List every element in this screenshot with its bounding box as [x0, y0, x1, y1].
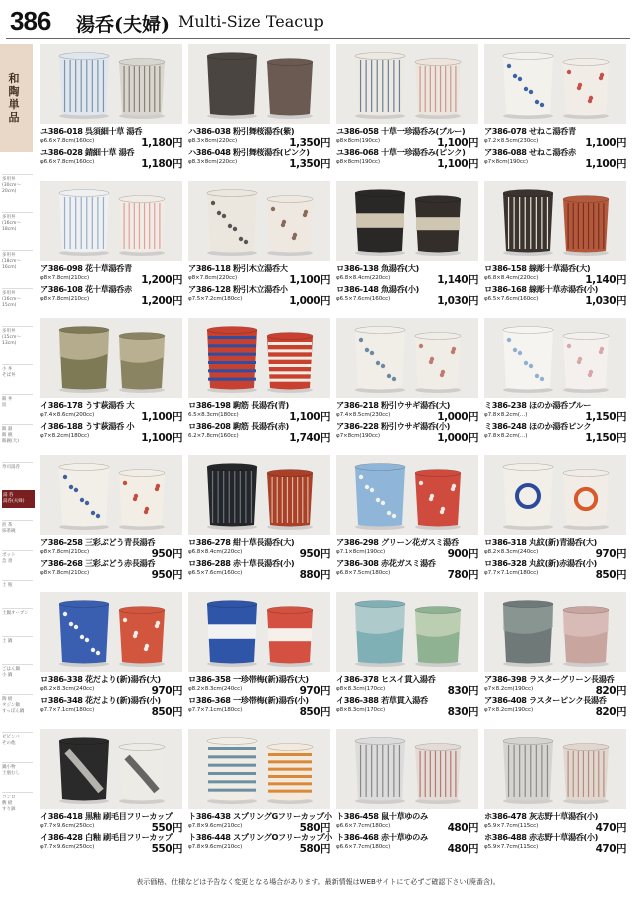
product-cell: [188, 181, 330, 316]
product-spec: φ8×7.8cm(220cc): [188, 275, 238, 281]
product-spec: φ8×7.8cm(210cc): [40, 549, 90, 555]
product-photo: [188, 729, 330, 809]
product-spec: φ6.5×7.6cm(160cc): [336, 296, 391, 302]
teacup-small: [563, 196, 609, 257]
product-price: 1,100円: [585, 137, 626, 149]
sidebar-item: 土鍋オーブン: [2, 608, 33, 617]
product-spec: φ7.4×8.6cm(200cc): [40, 412, 95, 418]
teacup-large: [207, 327, 257, 394]
sidebar-item: コンロ 敷 板 すり鉢: [2, 792, 33, 813]
product-spec: φ8.2×8.3cm(240cc): [188, 686, 243, 692]
page-title-en: Multi-Size Teacup: [178, 12, 324, 31]
product-name: ホ386-488 赤志野十草湯呑(小): [484, 832, 599, 842]
product-cell: [336, 44, 478, 179]
teacup-large: [503, 464, 553, 531]
product-spec: φ8.2×8.3cm(240cc): [484, 549, 539, 555]
product-name: イ386-418 黒釉 刷毛目フリーカップ: [40, 811, 173, 821]
product-spec: φ8×7.8cm(210cc): [40, 275, 90, 281]
product-name: ユ386-028 錆細十草 湯呑: [40, 147, 135, 157]
product-photo: [40, 318, 182, 398]
teacup-large: [355, 738, 405, 805]
product-spec: φ7.7×9.6cm(250cc): [40, 844, 95, 850]
product-photo: [40, 455, 182, 535]
product-spec: φ7×8.2cm(190cc): [484, 686, 534, 692]
sidebar-item: 湯 呑 湯呑(夫婦): [2, 490, 35, 508]
product-spec: φ8.3×8cm(220cc): [188, 159, 238, 165]
teacup-large: [355, 190, 405, 257]
teacup-large: [59, 53, 109, 120]
product-cell: [188, 455, 330, 590]
product-spec: φ7.8×9.6cm(210cc): [188, 844, 243, 850]
product-price: 1,150円: [585, 432, 626, 444]
product-spec: φ7.5×7.2cm(180cc): [188, 296, 243, 302]
product-spec: φ7.2×8.5cm(230cc): [484, 138, 539, 144]
sidebar-item: ごはん鍋 小 鍋: [2, 664, 33, 679]
product-photo: [188, 318, 330, 398]
product-name: ハ386-038 粉引舞桜湯呑(紫): [188, 126, 295, 136]
product-price: 470円: [595, 843, 626, 855]
product-cell: [40, 729, 182, 864]
teacup-large: [207, 738, 257, 805]
sidebar-item: 多用丼 (18cm〜 16cm): [2, 250, 33, 271]
product-price: 1,740円: [289, 432, 330, 444]
product-cell: [336, 729, 478, 864]
product-name: ア386-218 粉引ウサギ湯呑(大): [336, 400, 451, 410]
teacup-small: [563, 333, 609, 394]
product-photo: [188, 455, 330, 535]
product-price: 1,000円: [437, 432, 478, 444]
product-price: 970円: [299, 685, 330, 697]
product-photo: [336, 729, 478, 809]
product-name: ロ386-288 赤十草長湯呑(小): [188, 558, 295, 568]
product-name: ロ386-338 花だより(新)湯呑(大): [40, 674, 161, 684]
product-spec: φ7.7×7.1cm(180cc): [40, 707, 95, 713]
teacup-small: [563, 607, 609, 668]
teacup-small: [563, 59, 609, 120]
teacup-large: [59, 601, 109, 668]
product-name: ア386-108 花十草湯呑赤: [40, 284, 132, 294]
product-spec: φ8.2×8.3cm(240cc): [40, 686, 95, 692]
product-price: 850円: [299, 706, 330, 718]
product-price: 1,350円: [289, 158, 330, 170]
sidebar-item: 多用丼 (30cm〜 20cm): [2, 174, 33, 195]
product-name: ア386-118 粉引木立湯呑大: [188, 263, 288, 273]
product-price: 580円: [299, 843, 330, 855]
product-name: ホ386-478 灰志野十草湯呑(小): [484, 811, 599, 821]
teacup-small: [119, 196, 165, 257]
teacup-large: [503, 53, 553, 120]
product-photo: [40, 592, 182, 672]
product-name: ア386-098 花十草湯呑青: [40, 263, 132, 273]
product-cell: [336, 455, 478, 590]
teacup-small: [267, 59, 313, 120]
teacup-large: [503, 738, 553, 805]
sidebar-item: 陶 板 タジン鍋 すっぽん鍋: [2, 694, 33, 715]
teacup-large: [207, 53, 257, 120]
teacup-small: [563, 470, 609, 531]
product-price: 1,180円: [141, 137, 182, 149]
sidebar-category: [0, 44, 33, 152]
product-price: 1,200円: [141, 274, 182, 286]
sidebar-item: 多用丼 (16cm〜 18cm): [2, 212, 33, 233]
product-price: 970円: [151, 685, 182, 697]
product-photo: [40, 729, 182, 809]
product-spec: φ6.6×7.7cm(180cc): [336, 823, 391, 829]
product-spec: φ7.8×8.2cm(…): [484, 433, 528, 439]
product-photo: [484, 181, 626, 261]
product-cell: [40, 181, 182, 316]
product-name: ア386-298 グリーン花ガスミ湯呑: [336, 537, 459, 547]
product-name: ア386-268 三彩ぶどう赤長湯呑: [40, 558, 156, 568]
product-name: ア386-408 ラスターピンク長湯呑: [484, 695, 607, 705]
product-spec: φ8×7.8cm(210cc): [40, 570, 90, 576]
product-name: ユ386-018 呉須細十草 湯呑: [40, 126, 142, 136]
product-photo: [188, 181, 330, 261]
product-price: 1,100円: [289, 411, 330, 423]
product-name: ロ386-138 魚湯呑(大): [336, 263, 419, 273]
product-price: 480円: [447, 822, 478, 834]
teacup-small: [119, 59, 165, 120]
product-name: ロ386-208 駒筋 長湯呑(赤): [188, 421, 289, 431]
product-price: 850円: [595, 569, 626, 581]
product-spec: φ5.9×7.7cm(115cc): [484, 823, 539, 829]
product-spec: φ7.7×9.6cm(250cc): [40, 823, 95, 829]
product-spec: φ6.5×7.6cm(160cc): [484, 296, 539, 302]
product-name: ロ386-328 丸紋(新)赤湯呑(小): [484, 558, 597, 568]
teacup-small: [415, 744, 461, 805]
product-spec: φ7.7×7.1cm(180cc): [484, 570, 539, 576]
sidebar-category-label: 和陶単品: [8, 72, 20, 124]
product-spec: φ6.6×7.8cm(160cc): [40, 138, 95, 144]
product-cell: [188, 729, 330, 864]
header-rule: [6, 38, 630, 39]
teacup-small: [119, 333, 165, 394]
sidebar-item: 多用丼 (15cm〜 13cm): [2, 326, 33, 347]
teacup-large: [59, 738, 109, 805]
product-cell: [40, 44, 182, 179]
sidebar-item: 多用丼 (16cm〜 15cm): [2, 288, 33, 309]
sidebar-item: 飯 丼 皿: [2, 394, 33, 409]
teacup-small: [563, 744, 609, 805]
product-price: 970円: [595, 548, 626, 560]
sidebar-item: 寿司湯呑: [2, 462, 33, 471]
product-photo: [336, 181, 478, 261]
product-name: ア386-128 粉引木立湯呑小: [188, 284, 288, 294]
teacup-large: [503, 190, 553, 257]
product-price: 900円: [447, 548, 478, 560]
product-name: ミ386-238 ほのか湯呑ブルー: [484, 400, 591, 410]
product-price: 1,100円: [141, 411, 182, 423]
teacup-large: [59, 327, 109, 394]
product-spec: φ7.8×9.6cm(210cc): [188, 823, 243, 829]
product-price: 1,100円: [437, 137, 478, 149]
teacup-small: [119, 607, 165, 668]
product-price: 1,100円: [437, 158, 478, 170]
product-price: 1,200円: [141, 295, 182, 307]
product-cell: [336, 181, 478, 316]
product-price: 1,100円: [585, 158, 626, 170]
teacup-large: [207, 601, 257, 668]
product-price: 1,000円: [289, 295, 330, 307]
product-price: 950円: [299, 548, 330, 560]
product-name: ア386-078 せねこ湯呑青: [484, 126, 576, 136]
product-price: 470円: [595, 822, 626, 834]
product-name: ユ386-068 十草一珍湯呑み(ピンク): [336, 147, 466, 157]
product-spec: φ6.6×7.8cm(160cc): [40, 159, 95, 165]
teacup-large: [207, 464, 257, 531]
product-price: 550円: [151, 843, 182, 855]
product-spec: φ7.7×7.1cm(180cc): [188, 707, 243, 713]
product-name: ロ386-168 線彫十草赤湯呑(小): [484, 284, 599, 294]
teacup-small: [415, 59, 461, 120]
product-spec: φ6.5×7.6cm(160cc): [188, 570, 243, 576]
product-spec: φ6.8×8.4cm(220cc): [484, 275, 539, 281]
teacup-small: [415, 333, 461, 394]
teacup-small: [415, 607, 461, 668]
product-price: 480円: [447, 843, 478, 855]
product-cell: [484, 318, 626, 453]
product-photo: [484, 592, 626, 672]
product-price: 1,140円: [585, 274, 626, 286]
product-spec: φ8×7.8cm(210cc): [40, 296, 90, 302]
product-spec: φ7×8cm(190cc): [336, 433, 380, 439]
product-cell: [40, 318, 182, 453]
product-name: ト386-448 スプリングOフリーカップ小: [188, 832, 332, 842]
product-price: 580円: [299, 822, 330, 834]
sidebar-item: ポット 急 須: [2, 550, 33, 565]
product-price: 780円: [447, 569, 478, 581]
product-photo: [336, 44, 478, 124]
sidebar-item: 煎 茶 抹茶碗: [2, 520, 33, 535]
product-spec: φ6.8×8.4cm(220cc): [188, 549, 243, 555]
sidebar-item: ビビンバ その他: [2, 732, 33, 747]
teacup-small: [267, 196, 313, 257]
product-name: イ386-378 ヒスイ貫入湯呑: [336, 674, 436, 684]
sidebar-index: [0, 44, 33, 884]
product-price: 830円: [447, 685, 478, 697]
product-name: ユ386-058 十草一珍湯呑み(ブルー): [336, 126, 466, 136]
product-cell: [40, 592, 182, 727]
page-number: 386: [10, 6, 51, 36]
teacup-small: [267, 470, 313, 531]
product-price: 1,100円: [289, 274, 330, 286]
product-name: ロ386-318 丸紋(新)青湯呑(大): [484, 537, 597, 547]
product-spec: φ8.3×8cm(220cc): [188, 138, 238, 144]
product-photo: [40, 44, 182, 124]
product-name: ア386-088 せねこ湯呑赤: [484, 147, 576, 157]
product-cell: [484, 181, 626, 316]
product-cell: [40, 455, 182, 590]
product-cell: [188, 592, 330, 727]
product-price: 1,350円: [289, 137, 330, 149]
page-header: [0, 0, 636, 42]
product-spec: φ8×8cm(190cc): [336, 138, 380, 144]
product-photo: [188, 592, 330, 672]
product-photo: [336, 455, 478, 535]
product-name: ロ386-358 一珍帯梅(新)湯呑(大): [188, 674, 309, 684]
product-name: イ386-388 若草貫入湯呑: [336, 695, 428, 705]
product-spec: φ8×8.3cm(170cc): [336, 686, 386, 692]
teacup-small: [119, 470, 165, 531]
product-photo: [484, 44, 626, 124]
product-cell: [336, 592, 478, 727]
product-cell: [336, 318, 478, 453]
product-price: 850円: [151, 706, 182, 718]
product-name: ロ386-198 駒筋 長湯呑(青): [188, 400, 289, 410]
product-spec: φ6.6×7.7cm(180cc): [336, 844, 391, 850]
page-title-jp: 湯呑(夫婦): [76, 14, 170, 36]
product-spec: φ6.8×7.5cm(180cc): [336, 570, 391, 576]
product-name: ア386-228 粉引ウサギ湯呑(小): [336, 421, 451, 431]
product-price: 1,180円: [141, 158, 182, 170]
product-cell: [188, 318, 330, 453]
product-cell: [484, 729, 626, 864]
sidebar-item: 鍋小物 土瓶むし: [2, 762, 33, 777]
product-price: 1,030円: [437, 295, 478, 307]
teacup-small: [267, 333, 313, 394]
product-name: ハ386-048 粉引舞桜湯呑(ピンク): [188, 147, 310, 157]
sidebar-item: 小 丼 そば丼: [2, 364, 33, 379]
product-spec: φ7.1×8cm(190cc): [336, 549, 386, 555]
product-price: 1,150円: [585, 411, 626, 423]
product-name: ロ386-148 魚湯呑(小): [336, 284, 419, 294]
product-spec: φ7.4×8.5cm(230cc): [336, 412, 391, 418]
sidebar-item: 土 瓶: [2, 580, 33, 589]
teacup-small: [415, 470, 461, 531]
product-price: 880円: [299, 569, 330, 581]
product-name: ロ386-278 紺十草長湯呑(大): [188, 537, 295, 547]
product-photo: [484, 455, 626, 535]
product-name: ロ386-368 一珍帯梅(新)湯呑(小): [188, 695, 309, 705]
product-name: イ386-188 うす萩湯呑 小: [40, 421, 135, 431]
product-spec: φ7×8.2cm(190cc): [484, 707, 534, 713]
teacup-small: [415, 196, 461, 257]
product-price: 1,100円: [141, 432, 182, 444]
teacup-large: [59, 464, 109, 531]
product-name: ア386-398 ラスターグリーン長湯呑: [484, 674, 615, 684]
product-spec: φ7×8.2cm(180cc): [40, 433, 90, 439]
product-photo: [336, 592, 478, 672]
product-photo: [484, 729, 626, 809]
product-cell: [484, 592, 626, 727]
sidebar-item: 土 鍋: [2, 636, 33, 645]
product-spec: 6.2×7.8cm(160cc): [188, 433, 239, 439]
product-spec: φ8×8.3cm(170cc): [336, 707, 386, 713]
teacup-large: [503, 327, 553, 394]
product-spec: φ7×8cm(190cc): [484, 159, 528, 165]
product-price: 820円: [595, 685, 626, 697]
product-cell: [484, 44, 626, 179]
teacup-large: [355, 53, 405, 120]
product-name: イ386-178 うす萩湯呑 大: [40, 400, 135, 410]
product-name: ミ386-248 ほのか湯呑ピンク: [484, 421, 592, 431]
product-price: 550円: [151, 822, 182, 834]
teacup-large: [207, 190, 257, 257]
product-spec: φ8×8cm(190cc): [336, 159, 380, 165]
product-name: ト386-438 スプリングGフリーカップ小: [188, 811, 332, 821]
teacup-large: [355, 327, 405, 394]
product-spec: φ5.9×7.7cm(115cc): [484, 844, 539, 850]
product-photo: [40, 181, 182, 261]
product-name: ア386-308 赤花ガスミ湯呑: [336, 558, 436, 568]
product-price: 830円: [447, 706, 478, 718]
teacup-large: [355, 601, 405, 668]
product-photo: [336, 318, 478, 398]
product-name: ア386-258 三彩ぶどう青長湯呑: [40, 537, 156, 547]
product-price: 1,000円: [437, 411, 478, 423]
product-price: 820円: [595, 706, 626, 718]
product-name: ト386-468 赤十草ゆのみ: [336, 832, 428, 842]
footer-note: 表示価格、仕様などは予告なく変更となる場合があります。最新情報はWEBサイトにて必ずご確認下さい(廃番含)。: [136, 878, 500, 886]
product-spec: φ6.8×8.4cm(220cc): [336, 275, 391, 281]
teacup-large: [355, 464, 405, 531]
product-price: 1,030円: [585, 295, 626, 307]
product-name: ト386-458 鼠十草ゆのみ: [336, 811, 428, 821]
teacup-small: [267, 744, 313, 805]
product-name: イ386-428 白釉 刷毛目フリーカップ: [40, 832, 173, 842]
teacup-small: [267, 607, 313, 668]
product-cell: [188, 44, 330, 179]
product-photo: [188, 44, 330, 124]
product-price: 1,140円: [437, 274, 478, 286]
product-spec: φ7.8×8.2cm(…): [484, 412, 528, 418]
teacup-small: [119, 744, 165, 805]
product-price: 950円: [151, 548, 182, 560]
sidebar-item: 飯 器 飯 碗 飯碗(大): [2, 424, 33, 445]
product-cell: [484, 455, 626, 590]
product-spec: 6.5×8.3cm(180cc): [188, 412, 239, 418]
product-photo: [484, 318, 626, 398]
product-name: ロ386-348 花だより(新)湯呑(小): [40, 695, 161, 705]
teacup-large: [503, 601, 553, 668]
product-price: 950円: [151, 569, 182, 581]
product-name: ロ386-158 線彫十草湯呑(大): [484, 263, 591, 273]
teacup-large: [59, 190, 109, 257]
